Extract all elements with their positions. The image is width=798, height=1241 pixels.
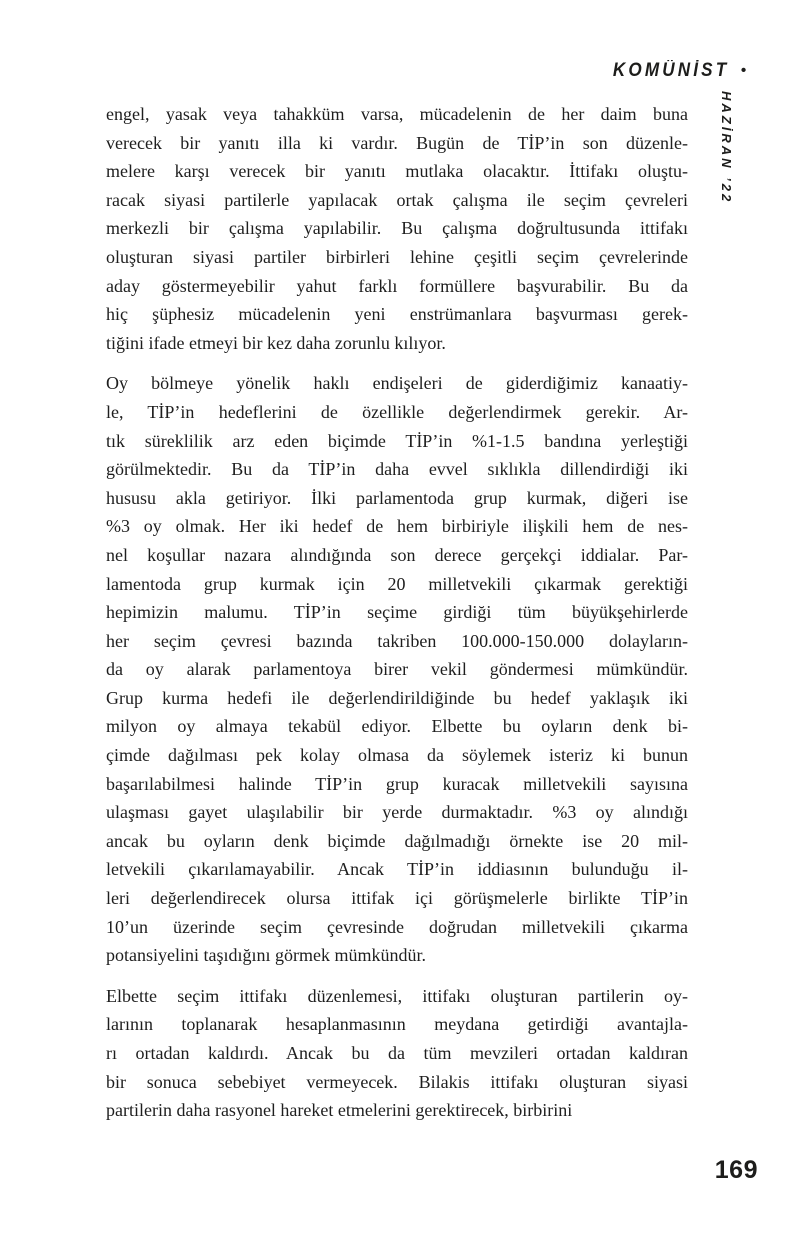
text-line: engel, yasak veya tahakküm varsa, mücadelenin de her daim buna bbox=[106, 104, 688, 124]
text-line: tiğini ifade etmeyi bir kez daha zorunlu kılıyor. bbox=[106, 332, 446, 353]
text-line: bir sonuca sebebiyet vermeyecek. Bilakis ittifakı oluşturan siyasi bbox=[106, 1071, 688, 1092]
article-body bbox=[106, 100, 688, 1125]
text-line: hiç şüphesiz mücadelenin yeni enstrümanlara başvurması gerek- bbox=[106, 304, 688, 325]
text-line: le, TİP’in hedeflerini de özellikle değerlendirmek gerekir. Ar- bbox=[106, 401, 688, 422]
journal-title: KOMÜNİST bbox=[613, 60, 730, 81]
paragraph bbox=[106, 982, 688, 1125]
bullet-separator-icon: • bbox=[740, 61, 746, 79]
text-line: potansiyelini taşıdığını görmek mümkündür. bbox=[106, 945, 426, 966]
text-line: 10’un üzerinde seçim çevresinde doğrudan milletvekili çıkarma bbox=[106, 916, 688, 937]
running-header bbox=[600, 60, 746, 82]
text-line: başarılabilmesi halinde TİP’in grup kuracak milletvekili sayısına bbox=[106, 773, 688, 794]
text-line: %3 oy olmak. Her iki hedef de hem birbiriyle ilişkili hem de nes- bbox=[106, 516, 688, 537]
text-line: görülmektedir. Bu da TİP’in daha evvel sıklıkla dillendirdiği iki bbox=[106, 459, 688, 480]
text-line: ancak bu oyların denk biçimde dağılmadığı örnekte ise 20 mil- bbox=[106, 830, 688, 851]
text-line: hususu akla getiriyor. İlki parlamentoda grup kurmak, diğeri ise bbox=[106, 487, 688, 508]
text-line: Elbette seçim ittifakı düzenlemesi, ittifakı oluşturan partilerin oy- bbox=[106, 985, 688, 1006]
text-line: letvekili çıkarılamayabilir. Ancak TİP’in iddiasının bulunduğu il- bbox=[106, 859, 688, 880]
text-line: racak siyasi partilerle yapılacak ortak çalışma ile seçim çevreleri bbox=[106, 189, 688, 210]
text-line: hepimizin malumu. TİP’in seçime girdiği tüm büyükşehirlerde bbox=[106, 602, 688, 623]
page-number: 169 bbox=[714, 1156, 758, 1184]
text-line: lamentoda grup kurmak için 20 milletvekili çıkarmak gerektiği bbox=[106, 573, 688, 594]
text-line: nel koşullar nazara alındığında son derece gerçekçi iddialar. Par- bbox=[106, 544, 688, 565]
text-line: oluşturan siyasi partiler birbirleri lehine çeşitli seçim çevrelerinde bbox=[106, 246, 688, 267]
text-line: melere karşı verecek bir yanıtı mutlaka olacaktır. İttifakı oluştu- bbox=[106, 161, 688, 182]
text-line: rı ortadan kaldırdı. Ancak bu da tüm mevzileri ortadan kaldıran bbox=[106, 1043, 688, 1063]
text-line: her seçim çevresi bazında takriben 100.000-150.000 dolayların- bbox=[106, 630, 688, 651]
paragraph bbox=[106, 100, 688, 357]
text-line: çimde dağılması pek kolay olmasa da söylemek isteriz ki bunun bbox=[106, 745, 688, 766]
text-line: verecek bir yanıtı illa ki vardır. Bugün de TİP’in son düzenle- bbox=[106, 132, 688, 153]
text-line: milyon oy almaya tekabül ediyor. Elbette bu oyların denk bi- bbox=[106, 716, 688, 737]
text-line: merkezli bir çalışma yapılabilir. Bu çalışma doğrultusunda ittifakı bbox=[106, 218, 688, 239]
text-line: da oy alarak parlamentoya birer vekil göndermesi mümkündür. bbox=[106, 659, 688, 680]
issue-date-vertical: HAZİRAN ’22 bbox=[719, 91, 734, 205]
text-line: Oy bölmeye yönelik haklı endişeleri de giderdiğimiz kanaatiy- bbox=[106, 373, 688, 394]
text-line: larının toplanarak hesaplanmasının meydana getirdiği avantajla- bbox=[106, 1014, 688, 1035]
text-line: partilerin daha rasyonel hareket etmelerini gerektirecek, birbirini bbox=[106, 1100, 573, 1121]
text-line: leri değerlendirecek olursa ittifak içi görüşmelerle birlikte TİP’in bbox=[106, 888, 688, 909]
text-line: ulaşması gayet ulaşılabilir bir yerde durmaktadır. %3 oy alındığı bbox=[106, 802, 688, 823]
text-line: aday göstermeyebilir yahut farklı formüllere başvurabilir. Bu da bbox=[106, 275, 688, 296]
text-line: tık süreklilik arz eden biçimde TİP’in %1-1.5 bandına yerleştiği bbox=[106, 430, 688, 451]
text-line: Grup kurma hedefi ile değerlendirildiğinde bu hedef yaklaşık iki bbox=[106, 687, 688, 708]
paragraph bbox=[106, 369, 688, 969]
